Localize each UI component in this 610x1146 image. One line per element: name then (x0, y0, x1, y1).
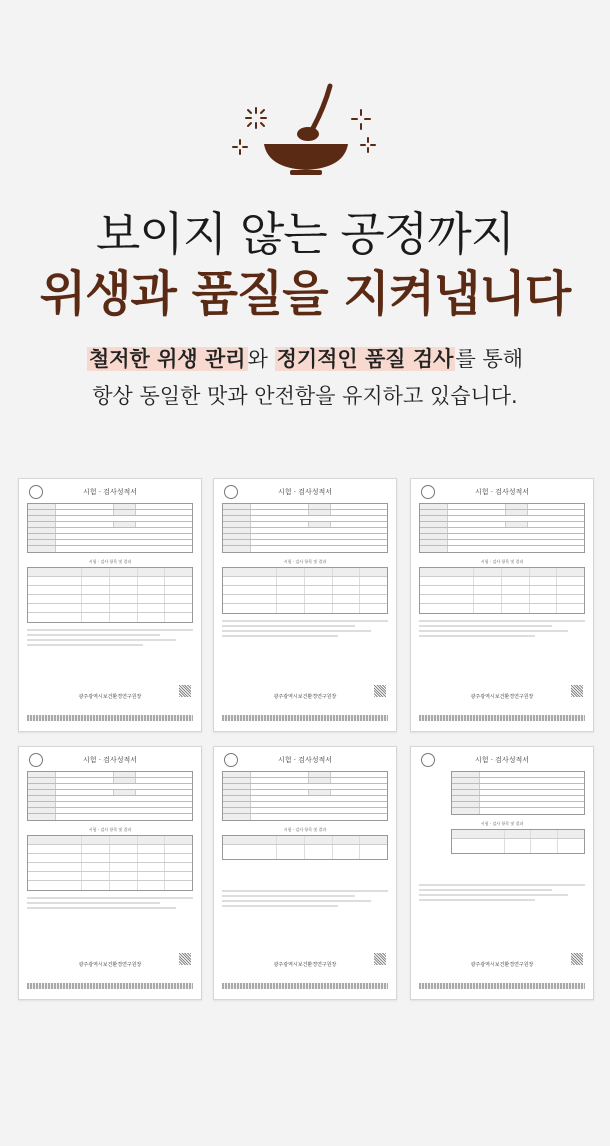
certificate-title: 시험 · 검사성적서 (277, 488, 332, 496)
certificate-title: 시험 · 검사성적서 (277, 756, 332, 764)
footer-bar (419, 715, 585, 721)
qr-code-icon (374, 685, 386, 697)
headline-line-1: 보이지 않는 공정까지 (95, 207, 515, 261)
footer-bar (419, 983, 585, 989)
issuer-name: 광주광역시보건환경연구원장 (470, 694, 534, 700)
footer-bar (222, 983, 388, 989)
hero-section (0, 0, 610, 438)
results-section-title: 시험 · 검사 항목 및 결과 (480, 821, 524, 826)
subtitle-line-1 (0, 343, 610, 373)
qr-code-icon (571, 953, 583, 965)
headline-line-2: 위생과 품질을 지켜냅니다 (39, 266, 571, 322)
footer-bar (27, 983, 193, 989)
certificate-title: 시험 · 검사성적서 (82, 488, 137, 496)
issuer-name: 광주광역시보건환경연구원장 (273, 962, 337, 968)
certificate-document (18, 478, 202, 732)
results-section-title: 시험 · 검사 항목 및 결과 (283, 827, 327, 832)
issuer-name: 광주광역시보건환경연구원장 (78, 694, 142, 700)
results-section-title: 시험 · 검사 항목 및 결과 (480, 559, 524, 564)
certificate-gallery (0, 438, 610, 1038)
footer-bar (27, 715, 193, 721)
issuer-name: 광주광역시보건환경연구원장 (470, 962, 534, 968)
results-section-title: 시험 · 검사 항목 및 결과 (88, 827, 132, 832)
bottom-spacer (0, 1038, 610, 1146)
qr-code-icon (374, 953, 386, 965)
footer-bar (222, 715, 388, 721)
highlight-hygiene: 철저한 위생 관리 (88, 347, 246, 371)
highlight-inspection: 정기적인 품질 검사 (276, 347, 454, 371)
results-section-title: 시험 · 검사 항목 및 결과 (88, 559, 132, 564)
certificate-title: 시험 · 검사성적서 (82, 756, 137, 764)
certificate-title: 시험 · 검사성적서 (474, 756, 529, 764)
certificate-document (213, 478, 397, 732)
qr-code-icon (179, 953, 191, 965)
certificate-document (410, 746, 594, 1000)
certificate-document (213, 746, 397, 1000)
qr-code-icon (571, 685, 583, 697)
subtitle-connector: 와 (247, 347, 275, 371)
issuer-name: 광주광역시보건환경연구원장 (273, 694, 337, 700)
issuer-name: 광주광역시보건환경연구원장 (78, 962, 142, 968)
certificate-title: 시험 · 검사성적서 (474, 488, 529, 496)
certificate-document (410, 478, 594, 732)
results-section-title: 시험 · 검사 항목 및 결과 (283, 559, 327, 564)
certificate-document (18, 746, 202, 1000)
bowl-ladle-icon (226, 78, 386, 178)
subtitle-ending: 를 통해 (455, 347, 524, 371)
qr-code-icon (179, 685, 191, 697)
subtitle-line-2: 항상 동일한 맛과 안전함을 유지하고 있습니다. (92, 384, 518, 408)
